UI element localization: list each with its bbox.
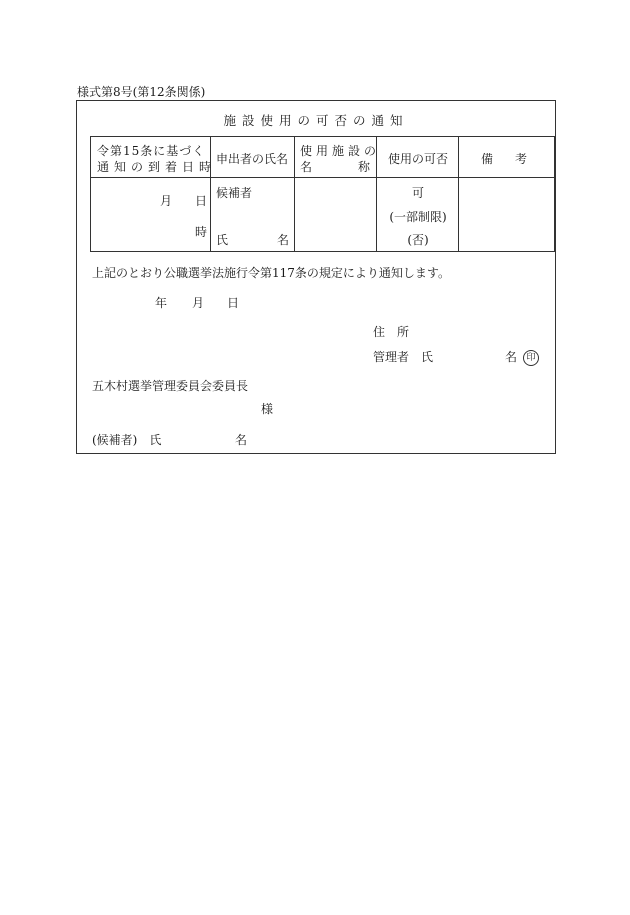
cell-availability: 可 (一部制限) (否) <box>377 178 459 252</box>
address-label: 住 所 <box>373 325 410 339</box>
date-month: 月 <box>192 296 205 310</box>
header-facility-name: 使用施設の 名 称 <box>295 137 377 178</box>
cell-facility-name <box>295 178 377 252</box>
candidate-line-suffix: 名 <box>235 433 248 447</box>
header-remarks: 備 考 <box>459 137 555 178</box>
addressee: 五木村選挙管理委員会委員長 <box>92 379 249 393</box>
manager-name-suffix: 名 印 <box>505 348 539 366</box>
table-body-row <box>91 178 555 252</box>
form-caption: 様式第8号(第12条関係) <box>77 85 206 99</box>
cell-remarks <box>459 178 555 252</box>
notice-form-frame <box>76 100 556 454</box>
date-year: 年 <box>155 296 168 310</box>
notice-statement: 上記のとおり公職選挙法施行令第117条の規定により通知します。 <box>92 266 450 280</box>
cell-applicant-name: 候補者 氏 名 <box>211 178 295 252</box>
honorific: 様 <box>261 402 274 416</box>
manager-label: 管理者 氏 <box>373 350 434 364</box>
header-availability: 使用の可否 <box>377 137 459 178</box>
header-arrival-datetime: 令第15条に基づく 通知の到着日時 <box>91 137 211 178</box>
header-applicant-name: 申出者の氏名 <box>211 137 295 178</box>
seal-mark: 印 <box>523 350 539 366</box>
form-title: 施設使用の可否の通知 <box>223 113 409 128</box>
date-day: 日 <box>227 296 240 310</box>
candidate-line-label: (候補者) 氏 <box>92 433 162 447</box>
table-header-row <box>91 137 555 178</box>
notice-table <box>90 136 555 252</box>
cell-arrival-datetime: 月 日 時 <box>91 178 211 252</box>
